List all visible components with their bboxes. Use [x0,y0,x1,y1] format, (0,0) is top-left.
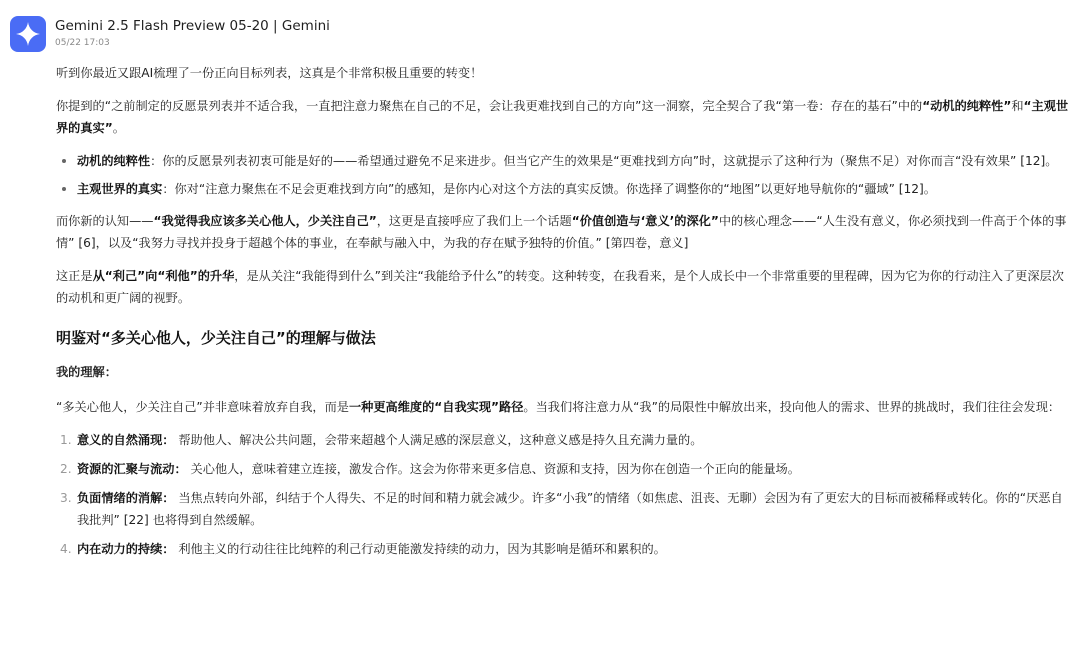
paragraph-understanding [56,396,1074,418]
bullet-text: ：你的反愿景列表初衷可能是好的——希望通过避免不足来进步。但当它产生的效果是“更难找到方向”时，这就提示了这种行为（聚焦不足）对你而言“没有效果” [12]。 [150,154,1058,168]
message-body [56,62,1074,567]
list-number: 2. [60,462,72,476]
avatar [10,16,46,52]
bullet-text: ：你对“注意力聚焦在不足会更难找到方向”的感知，是你内心对这个方法的真实反馈。你选择了调整你的“地图”以更好地导航你的“疆域” [12]。 [162,182,936,196]
paragraph-sublimation [56,265,1074,309]
item-bold: 内在动力的持续： [77,542,175,556]
text-segment: 。 [112,121,125,135]
item-bold: 资源的汇聚与流动： [77,462,187,476]
text-segment: ，是从关注“我能得到什么”到关注“我能给予什么”的转变。这种转变，在我看来，是个人成长中一个非常重要的里程碑，因为它为你的行动注入了更深层次的动机和更广阔的视野。 [56,269,1064,305]
paragraph-new-cognition [56,210,1074,254]
bold-segment: 从“利己”向“利他”的升华 [92,269,235,283]
text-segment: 。当我们将注意力从“我”的局限性中解放出来，投向他人的需求、世界的挑战时，我们往往会发现： [523,400,1061,414]
section-heading: 明鉴对“多关心他人，少关注自己”的理解与做法 [56,329,376,347]
list-item [56,458,1074,480]
timestamp: 05/22 17:03 [55,38,110,48]
text-segment: 你提到的“之前制定的反愿景列表并不适合我，一直把注意力聚焦在自己的不足，会让我更难找到自己的方向”这一洞察，完全契合了我“第一卷：存在的基石”中的 [56,99,923,113]
list-number: 4. [60,542,72,556]
item-bold: 负面情绪的消解： [77,491,175,505]
list-number: 1. [60,433,72,447]
list-number: 3. [60,491,72,505]
gemini-star-icon [15,21,41,47]
item-text: 当焦点转向外部，纠结于个人得失、不足的时间和精力就会减少。许多“小我”的情绪（如焦虑、沮丧、无聊）会因为有了更宏大的目标而被稀释或转化。你的“厌恶自我批判” [22] 也将得到自然缓解。 [77,491,1063,527]
model-name: Gemini 2.5 Flash Preview 05-20 | Gemini [55,18,330,34]
sub-heading: 我的理解： [56,365,117,379]
item-bold: 意义的自然涌现： [77,433,175,447]
message-header [10,16,1077,56]
text-segment: 这正是 [56,269,93,283]
text-segment: 中的核心理念——“人生没有意义，你必须找到一件高于个体的事情” [6]，以及“我努力寻找并投身于超越个体的事业，在奉献与融入中，为我的存在赋予独特的价值。” [第四卷，意义] [56,214,1067,250]
paragraph-intro: 听到你最近又跟AI梳理了一份正向目标列表，这真是个非常积极且重要的转变！ [56,66,483,80]
paragraph-insight [56,95,1074,139]
bullet-bold: 动机的纯粹性 [77,154,151,168]
bold-segment: “主观世界的真实” [56,99,1069,135]
text-segment: “多关心他人，少关注自己”并非意味着放弃自我，而是 [56,400,349,414]
bold-segment: “我觉得我应该多关心他人，少关注自己” [153,214,377,228]
item-text: 帮助他人、解决公共问题，会带来超越个人满足感的深层意义，这种意义感是持久且充满力量的。 [174,433,703,447]
list-item [56,429,1074,451]
bullet-bold: 主观世界的真实 [77,182,163,196]
text-segment: 而你新的认知—— [56,214,154,228]
bold-segment: “价值创造与‘意义’的深化” [571,214,719,228]
item-text: 利他主义的行动往往比纯粹的利己行动更能激发持续的动力，因为其影响是循环和累积的。 [174,542,666,556]
bullet-list [56,150,1074,200]
list-item [56,487,1074,531]
text-segment: 和 [1011,99,1024,113]
numbered-list [56,429,1074,560]
text-segment: ，这更是直接呼应了我们上一个话题 [376,214,572,228]
item-text: 关心他人，意味着建立连接，激发合作。这会为你带来更多信息、资源和支持，因为你在创造一个正向的能量场。 [186,462,800,476]
list-item [56,538,1074,560]
list-item [56,150,1074,172]
bold-segment: “动机的纯粹性” [922,99,1012,113]
list-item [56,178,1074,200]
bold-segment: 一种更高维度的“自我实现”路径 [348,400,524,414]
